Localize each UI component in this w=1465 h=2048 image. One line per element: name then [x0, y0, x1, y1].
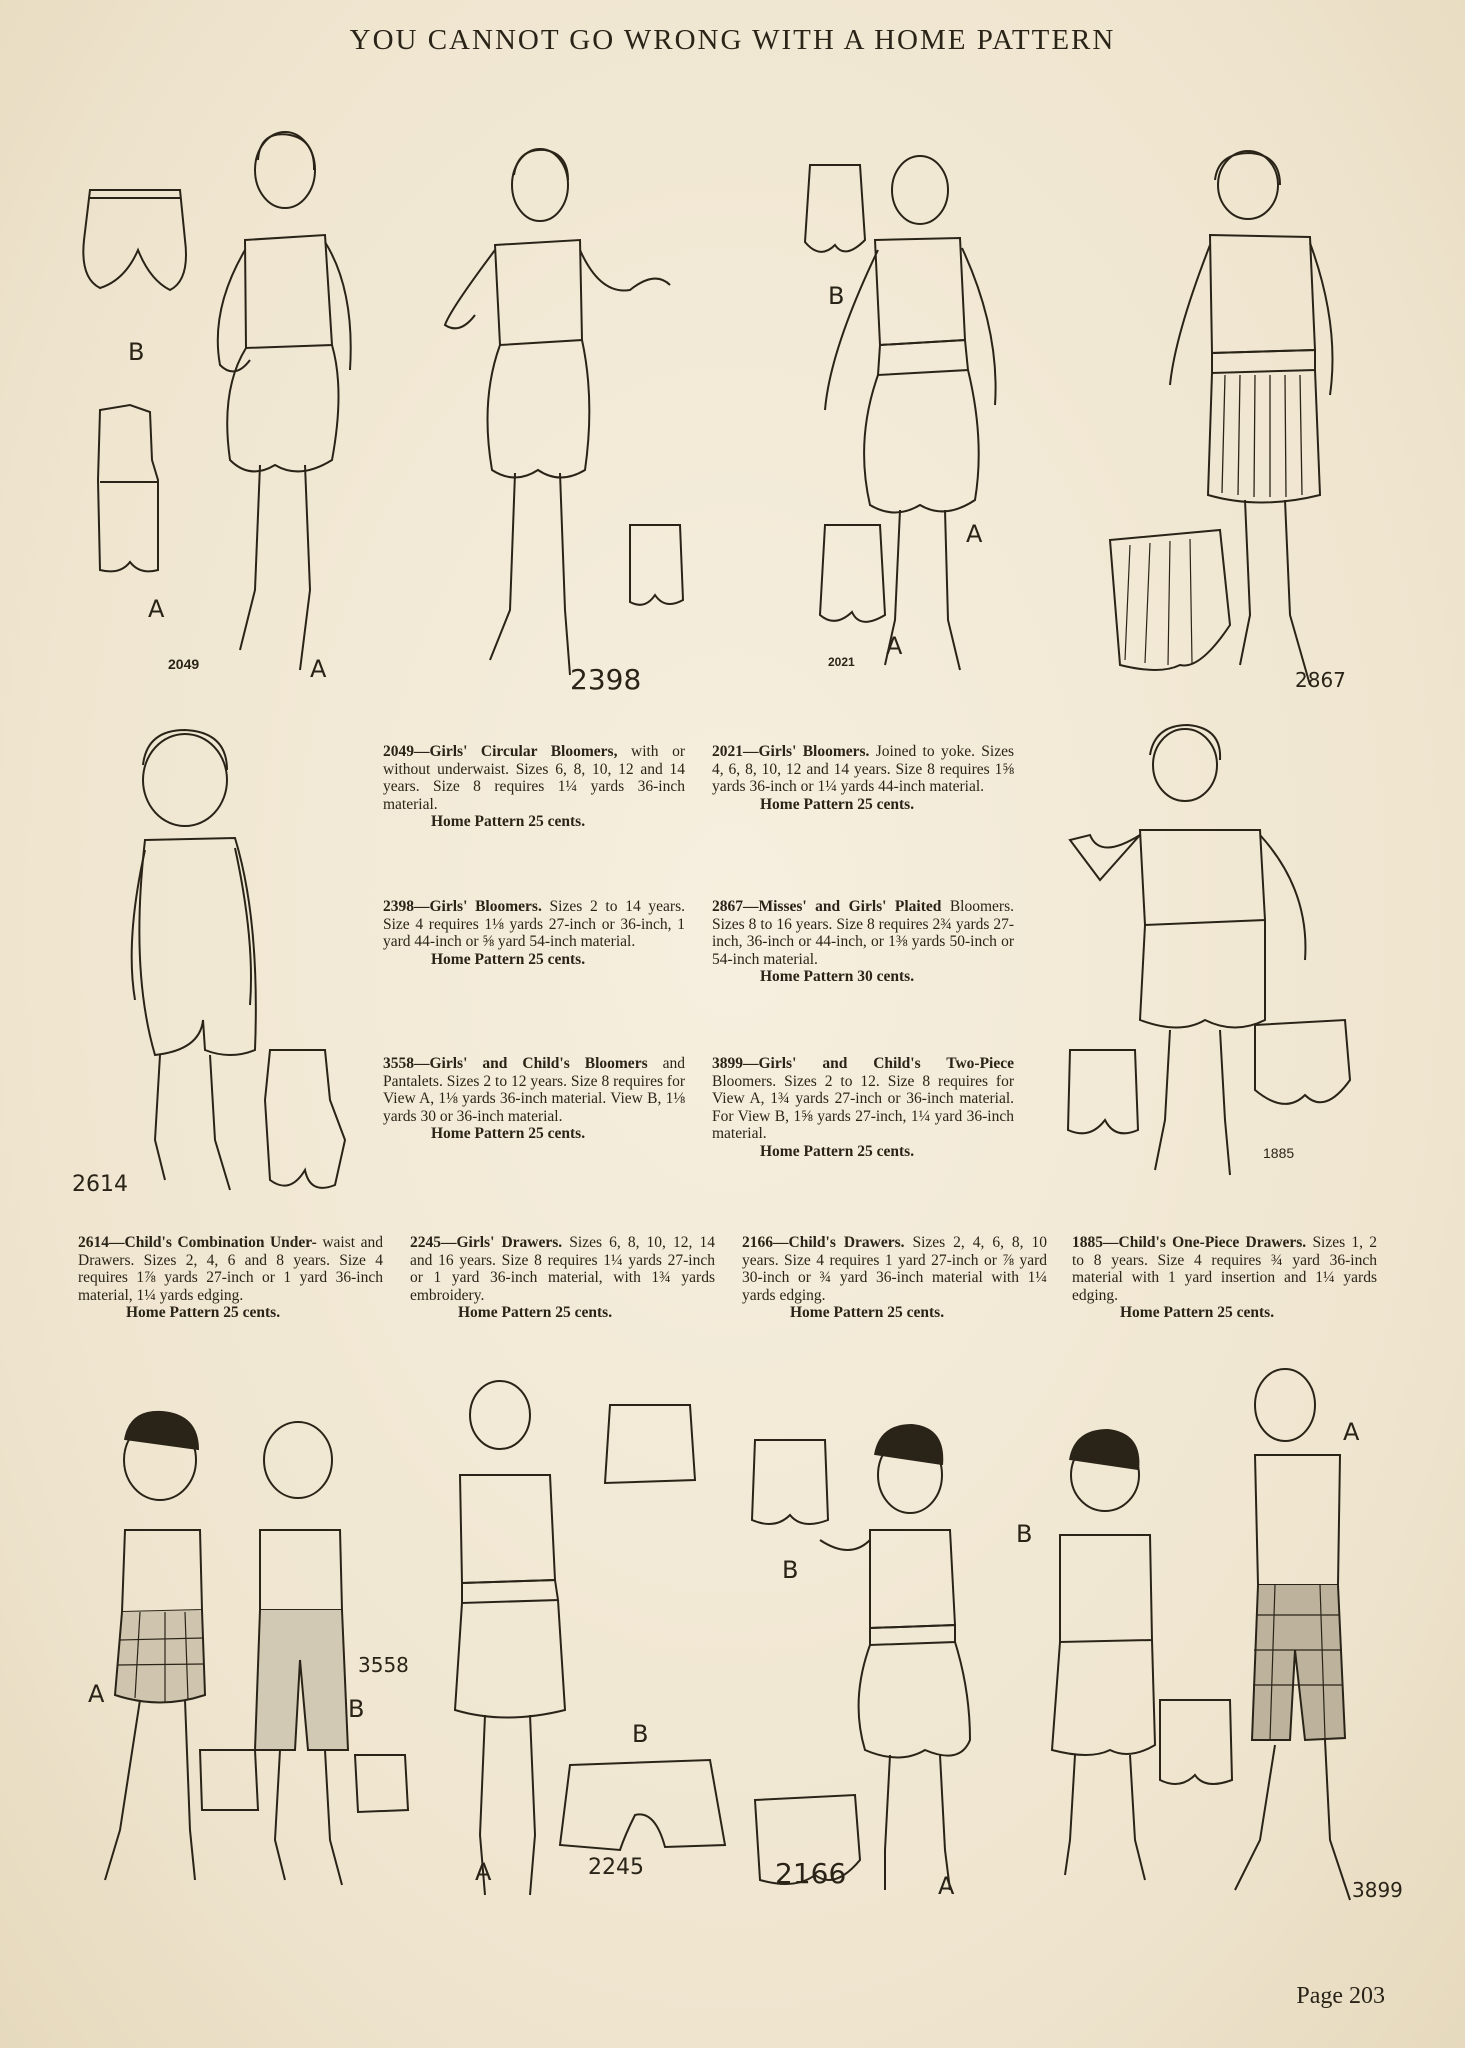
pattern-number-3558: 3558	[358, 1653, 409, 1677]
pattern-price: Home Pattern 25 cents.	[1120, 1304, 1275, 1322]
pattern-description-2245	[410, 1234, 715, 1322]
pattern-price: Home Pattern 25 cents.	[431, 813, 586, 831]
page-number: Page 203	[1296, 1983, 1385, 2009]
pattern-price: Home Pattern 25 cents.	[760, 1142, 915, 1160]
pattern-description-2049	[383, 743, 685, 831]
pattern-text: and Pantalets. Sizes 2 to 12 years. Size 8 requires for View A, 1⅛ yards 36-inch material. View B, 1⅛ yards 30 or 36-inch material.	[383, 1055, 685, 1125]
view-label-a: A	[88, 1680, 105, 1708]
view-label-a: A	[1343, 1418, 1360, 1446]
pattern-number-2049: 2049	[168, 656, 200, 672]
view-label-b: B	[1016, 1520, 1033, 1548]
pattern-number-2245: 2245	[588, 1855, 644, 1880]
view-label-a: A	[310, 655, 327, 683]
pattern-description-2166	[742, 1234, 1047, 1322]
pattern-lead: 2245—Girls' Drawers.	[410, 1234, 563, 1251]
pattern-lead: 2867—Misses' and Girls' Plaited	[712, 898, 942, 915]
illustration-2049	[70, 130, 360, 690]
pattern-text: Sizes 1, 2 to 8 years. Size 4 requires ¾ yard 36-inch material with 1 yard insertion and 1¼ yards edging.	[1072, 1234, 1378, 1304]
illustration-1885	[1060, 720, 1390, 1190]
pattern-text: with or without underwaist. Sizes 6, 8, 10, 12 and 14 years. Size 8 requires 1¼ yards 36-inch material.	[383, 743, 686, 813]
pattern-price: Home Pattern 25 cents.	[431, 950, 586, 968]
illustration-2867	[1100, 145, 1380, 690]
view-label-b: B	[348, 1695, 365, 1723]
view-label-b: B	[782, 1556, 799, 1584]
pattern-lead: 1885—Child's One-Piece Drawers.	[1072, 1234, 1307, 1251]
pattern-price: Home Pattern 25 cents.	[431, 1125, 586, 1143]
pattern-price: Home Pattern 25 cents.	[790, 1304, 945, 1322]
pattern-lead: 2166—Child's Drawers.	[742, 1234, 905, 1251]
pattern-description-2867	[712, 898, 1014, 986]
pattern-number-2398: 2398	[570, 663, 642, 696]
pattern-text: Bloomers. Sizes 8 to 16 years. Size 8 requires 2¾ yards 27-inch, 36-inch or 44-inch, or 1⅜ yards 50-inch or 54-inch material.	[712, 898, 1014, 968]
pattern-text: Bloomers. Sizes 2 to 12. Size 8 requires for View A, 1¾ yards 27-inch or 36-inch material. For View B, 1⅝ yards 27-inch, 1¼ yard 36-inch material.	[712, 1072, 1014, 1143]
view-label-a: A	[938, 1872, 955, 1900]
pattern-text: Sizes 2 to 14 years. Size 4 requires 1⅛ yards 27-inch or 36-inch, 1 yard 44-inch or ⅝ yard 54-inch material.	[383, 898, 685, 951]
view-label-b: B	[632, 1720, 649, 1748]
pattern-number-1885: 1885	[1263, 1145, 1295, 1161]
pattern-description-2021	[712, 743, 1014, 813]
pattern-number-2614: 2614	[72, 1172, 128, 1197]
pattern-number-3899: 3899	[1352, 1878, 1403, 1902]
pattern-lead: 2398—Girls' Bloomers.	[383, 898, 542, 915]
illustration-3899	[1020, 1360, 1390, 1910]
view-label-a: A	[966, 520, 983, 548]
view-label-a: A	[148, 595, 165, 623]
page-title: YOU CANNOT GO WRONG WITH A HOME PATTERN	[349, 24, 1116, 56]
view-label-b: B	[128, 338, 145, 366]
pattern-text: waist and Drawers. Sizes 2, 4, 6 and 8 years. Size 4 requires 1⅞ yards 27-inch or 1 yard 36-inch material, 1¼ yards edging.	[78, 1234, 383, 1304]
pattern-number-2166: 2166	[775, 1857, 847, 1890]
illustration-2614	[55, 720, 355, 1205]
view-label-b: B	[828, 282, 845, 310]
illustration-2245	[440, 1365, 740, 1910]
pattern-description-3899	[712, 1055, 1014, 1161]
pattern-price: Home Pattern 30 cents.	[760, 968, 915, 986]
pattern-text: Sizes 6, 8, 10, 12, 14 and 16 years. Size 8 requires 1¼ yards 27-inch or 1 yard 36-inch material, with 1¾ yards embroidery.	[410, 1234, 716, 1304]
pattern-description-1885	[1072, 1234, 1377, 1322]
pattern-price: Home Pattern 25 cents.	[458, 1304, 613, 1322]
pattern-lead: 2049—Girls' Circular Bloomers,	[383, 743, 618, 760]
pattern-number-2021: 2021	[828, 655, 855, 669]
pattern-price: Home Pattern 25 cents.	[760, 795, 915, 813]
pattern-lead: 3899—Girls' and Child's Two-Piece	[712, 1055, 1014, 1072]
illustration-2166	[740, 1420, 980, 1910]
view-label-a: A	[886, 632, 903, 660]
pattern-price: Home Pattern 25 cents.	[126, 1304, 281, 1322]
pattern-lead: 3558—Girls' and Child's Bloomers	[383, 1055, 648, 1072]
pattern-lead: 2614—Child's Combination Under-	[78, 1234, 317, 1251]
pattern-lead: 2021—Girls' Bloomers.	[712, 743, 870, 760]
pattern-description-2614	[78, 1234, 383, 1322]
illustration-2398	[430, 140, 690, 685]
illustration-2021	[790, 150, 1030, 680]
pattern-text: Sizes 2, 4, 6, 8, 10 years. Size 4 requires 1 yard 27-inch or ⅞ yard 30-inch or ¾ yard 36-inch material with 1¼ yards edging.	[742, 1234, 1048, 1304]
pattern-description-2398	[383, 898, 685, 968]
pattern-text: Joined to yoke. Sizes 4, 6, 8, 10, 12 and 14 years. Size 8 requires 1⅝ yards 36-inch or 1¼ yards 44-inch material.	[712, 743, 1014, 796]
view-label-a: A	[475, 1858, 492, 1886]
pattern-description-3558	[383, 1055, 685, 1143]
pattern-number-2867: 2867	[1295, 668, 1346, 692]
